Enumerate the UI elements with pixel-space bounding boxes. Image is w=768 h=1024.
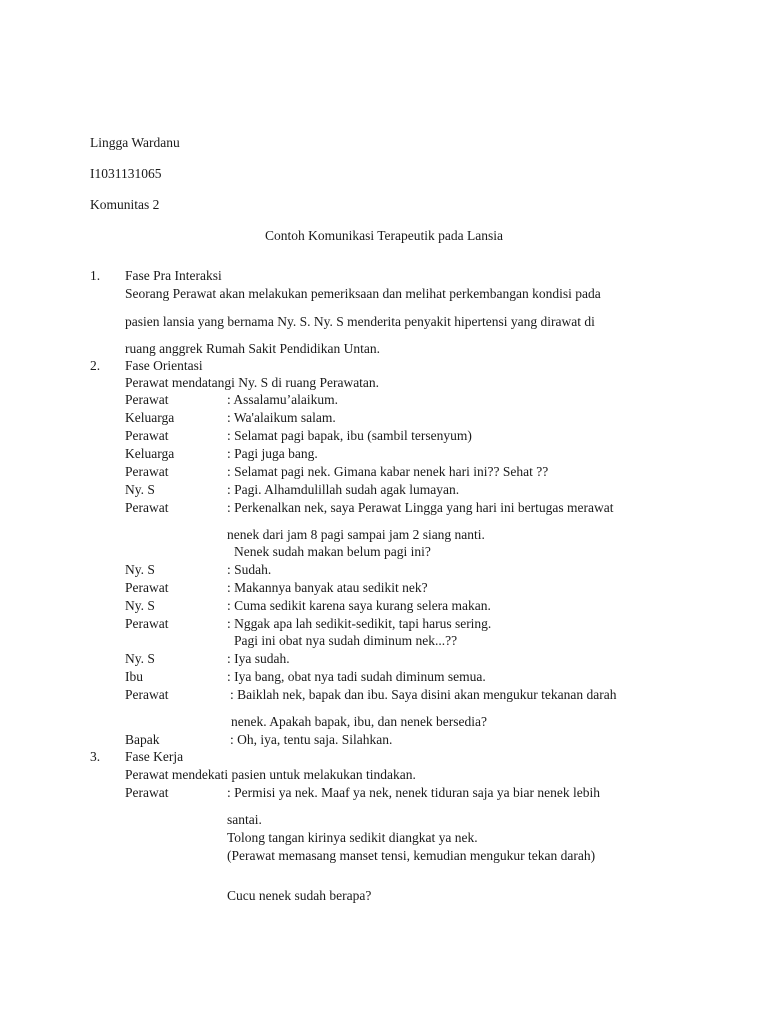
dialog-speaker: Ny. S bbox=[125, 651, 155, 666]
author-id: I1031131065 bbox=[90, 166, 162, 181]
dialog-text: Pagi ini obat nya sudah diminum nek...?? bbox=[234, 633, 458, 648]
dialog-text: Nenek sudah makan belum pagi ini? bbox=[234, 544, 431, 559]
dialog-text: : Iya bang, obat nya tadi sudah diminum semua. bbox=[227, 669, 486, 684]
dialog-speaker: Perawat bbox=[125, 392, 169, 407]
section-number: 1. bbox=[90, 268, 101, 283]
dialog-text: : Makannya banyak atau sedikit nek? bbox=[227, 580, 428, 595]
dialog-text: santai. bbox=[227, 812, 262, 827]
section-heading: Fase Kerja bbox=[125, 749, 184, 764]
dialog-speaker: Perawat bbox=[125, 687, 169, 702]
dialog-text: nenek dari jam 8 pagi sampai jam 2 siang nanti. bbox=[227, 527, 485, 542]
dialog-text: : Baiklah nek, bapak dan ibu. Saya disini akan mengukur tekanan darah bbox=[230, 687, 617, 702]
dialog-speaker: Perawat bbox=[125, 785, 169, 800]
author-name: Lingga Wardanu bbox=[90, 135, 180, 150]
dialog-speaker: Keluarga bbox=[125, 410, 175, 425]
dialog-text: nenek. Apakah bapak, ibu, dan nenek bersedia? bbox=[231, 714, 488, 729]
dialog-speaker: Perawat bbox=[125, 616, 169, 631]
author-group: Komunitas 2 bbox=[90, 197, 160, 212]
dialog-speaker: Perawat bbox=[125, 500, 169, 515]
dialog-speaker: Ibu bbox=[125, 669, 143, 684]
dialog-text: : Perkenalkan nek, saya Perawat Lingga yang hari ini bertugas merawat bbox=[227, 500, 614, 515]
dialog-text: : Oh, iya, tentu saja. Silahkan. bbox=[230, 732, 393, 747]
dialog-text: : Pagi juga bang. bbox=[227, 446, 318, 461]
dialog-text: : Iya sudah. bbox=[227, 651, 290, 666]
dialog-speaker: Ny. S bbox=[125, 562, 155, 577]
dialog-text: : Wa'alaikum salam. bbox=[227, 410, 336, 425]
section-intro: Perawat mendatangi Ny. S di ruang Perawatan. bbox=[125, 375, 380, 390]
dialog-speaker: Perawat bbox=[125, 464, 169, 479]
paragraph-line: Seorang Perawat akan melakukan pemeriksaan dan melihat perkembangan kondisi pada bbox=[125, 286, 601, 301]
dialog-speaker: Perawat bbox=[125, 428, 169, 443]
dialog-speaker: Perawat bbox=[125, 580, 169, 595]
dialog-speaker: Bapak bbox=[125, 732, 160, 747]
dialog-text: : Cuma sedikit karena saya kurang selera makan. bbox=[227, 598, 491, 613]
dialog-text: : Selamat pagi bapak, ibu (sambil tersenyum) bbox=[227, 428, 472, 443]
dialog-text: : Permisi ya nek. Maaf ya nek, nenek tiduran saja ya biar nenek lebih bbox=[227, 785, 600, 800]
paragraph-line: pasien lansia yang bernama Ny. S. Ny. S menderita penyakit hipertensi yang dirawat di bbox=[125, 314, 595, 329]
dialog-text: Cucu nenek sudah berapa? bbox=[227, 888, 372, 903]
paragraph-line: ruang anggrek Rumah Sakit Pendidikan Untan. bbox=[125, 341, 380, 356]
section-heading: Fase Orientasi bbox=[125, 358, 203, 373]
section-heading: Fase Pra Interaksi bbox=[125, 268, 222, 283]
dialog-speaker: Ny. S bbox=[125, 482, 155, 497]
dialog-text: : Nggak apa lah sedikit-sedikit, tapi harus sering. bbox=[227, 616, 492, 631]
dialog-text: : Assalamu’alaikum. bbox=[227, 392, 338, 407]
document-title: Contoh Komunikasi Terapeutik pada Lansia bbox=[264, 228, 503, 243]
dialog-text: : Sudah. bbox=[227, 562, 272, 577]
dialog-speaker: Keluarga bbox=[125, 446, 175, 461]
dialog-text: Tolong tangan kirinya sedikit diangkat ya nek. bbox=[227, 830, 478, 845]
section-number: 3. bbox=[90, 749, 101, 764]
section-number: 2. bbox=[90, 358, 101, 373]
dialog-text: : Selamat pagi nek. Gimana kabar nenek hari ini?? Sehat ?? bbox=[227, 464, 549, 479]
dialog-text: (Perawat memasang manset tensi, kemudian mengukur tekan darah) bbox=[227, 848, 596, 863]
dialog-text: : Pagi. Alhamdulillah sudah agak lumayan. bbox=[227, 482, 460, 497]
dialog-speaker: Ny. S bbox=[125, 598, 155, 613]
section-intro: Perawat mendekati pasien untuk melakukan tindakan. bbox=[125, 767, 416, 782]
